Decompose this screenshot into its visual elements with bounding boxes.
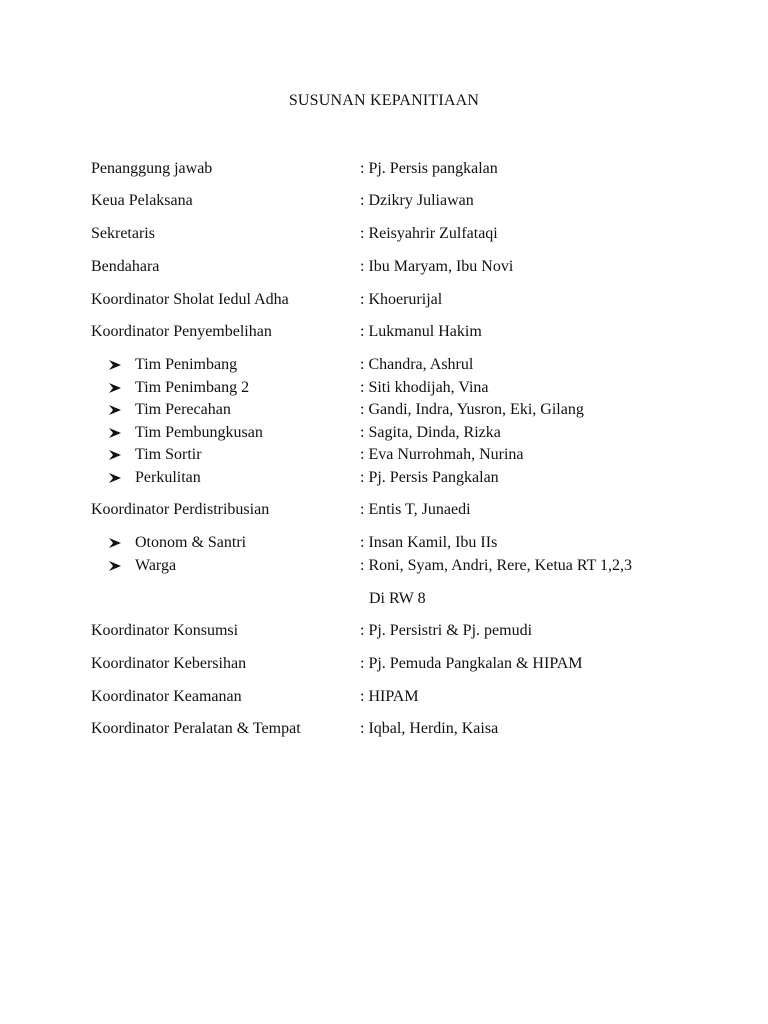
role-label: Koordinator Konsumsi	[91, 622, 239, 639]
role-label: Penanggung jawab	[91, 160, 213, 177]
sub-role-value: : Roni, Syam, Andri, Rere, Ketua RT 1,2,3	[360, 557, 633, 574]
role-label: Sekretaris	[91, 225, 155, 242]
sub-role-label: Perkulitan	[135, 469, 201, 486]
sub-role-label: Tim Sortir	[135, 446, 202, 463]
continuation-text: Di RW 8	[369, 590, 426, 607]
sub-role-value: : Gandi, Indra, Yusron, Eki, Gilang	[360, 401, 584, 418]
list-item	[0, 467, 768, 489]
sub-role-label: Tim Penimbang	[135, 356, 238, 373]
role-value: : Ibu Maryam, Ibu Novi	[360, 258, 514, 275]
role-label: Bendahara	[91, 258, 160, 275]
arrow-bullet-icon	[108, 449, 122, 461]
role-label: Koordinator Peralatan & Tempat	[91, 720, 301, 737]
sub-role-label: Tim Pembungkusan	[135, 424, 263, 441]
arrow-bullet-icon	[108, 472, 122, 484]
sub-role-label: Otonom & Santri	[135, 534, 247, 551]
sub-role-value: : Chandra, Ashrul	[360, 356, 474, 373]
arrow-bullet-icon	[108, 560, 122, 572]
sub-role-value: : Siti khodijah, Vina	[360, 379, 489, 396]
row-ketua-pelaksana	[0, 190, 768, 212]
arrow-bullet-icon	[108, 537, 122, 549]
sub-role-value: : Sagita, Dinda, Rizka	[360, 424, 501, 441]
list-item	[0, 422, 768, 444]
row-penanggung-jawab	[0, 158, 768, 180]
row-koordinator-peralatan	[0, 718, 768, 740]
role-label: Koordinator Perdistribusian	[91, 501, 270, 518]
row-koordinator-konsumsi	[0, 620, 768, 642]
role-label: Koordinator Penyembelihan	[91, 323, 272, 340]
role-value: : Dzikry Juliawan	[360, 192, 474, 209]
arrow-bullet-icon	[108, 382, 122, 394]
role-value: : Pj. Persis pangkalan	[360, 160, 498, 177]
role-value: : Khoerurijal	[360, 291, 443, 308]
row-koordinator-penyembelihan	[0, 321, 768, 343]
sub-role-value: : Pj. Persis Pangkalan	[360, 469, 499, 486]
arrow-bullet-icon	[108, 359, 122, 371]
row-koordinator-perdistribusian	[0, 499, 768, 521]
list-item	[0, 377, 768, 399]
document-title: SUSUNAN KEPANITIAAN	[288, 92, 480, 109]
role-label: Koordinator Kebersihan	[91, 655, 247, 672]
sub-role-label: Warga	[135, 557, 177, 574]
row-koordinator-kebersihan	[0, 653, 768, 675]
role-value: : Pj. Persistri & Pj. pemudi	[360, 622, 533, 639]
role-label: Keua Pelaksana	[91, 192, 193, 209]
role-value: : HIPAM	[360, 688, 419, 705]
arrow-bullet-icon	[108, 427, 122, 439]
list-item	[0, 555, 768, 577]
row-bendahara	[0, 256, 768, 278]
row-sekretaris	[0, 223, 768, 245]
list-item	[0, 444, 768, 466]
list-item	[0, 354, 768, 376]
value-continuation	[0, 588, 768, 610]
arrow-bullet-icon	[108, 404, 122, 416]
role-value: : Iqbal, Herdin, Kaisa	[360, 720, 499, 737]
list-item	[0, 399, 768, 421]
role-label: Koordinator Sholat Iedul Adha	[91, 291, 289, 308]
sub-role-label: Tim Perecahan	[135, 401, 231, 418]
list-item	[0, 532, 768, 554]
row-koordinator-keamanan	[0, 686, 768, 708]
role-label: Koordinator Keamanan	[91, 688, 242, 705]
role-value: : Lukmanul Hakim	[360, 323, 482, 340]
sub-role-label: Tim Penimbang 2	[135, 379, 250, 396]
sub-role-value: : Insan Kamil, Ibu IIs	[360, 534, 498, 551]
sub-role-value: : Eva Nurrohmah, Nurina	[360, 446, 524, 463]
row-koordinator-sholat	[0, 289, 768, 311]
role-value: : Reisyahrir Zulfataqi	[360, 225, 498, 242]
role-value: : Entis T, Junaedi	[360, 501, 471, 518]
role-value: : Pj. Pemuda Pangkalan & HIPAM	[360, 655, 583, 672]
